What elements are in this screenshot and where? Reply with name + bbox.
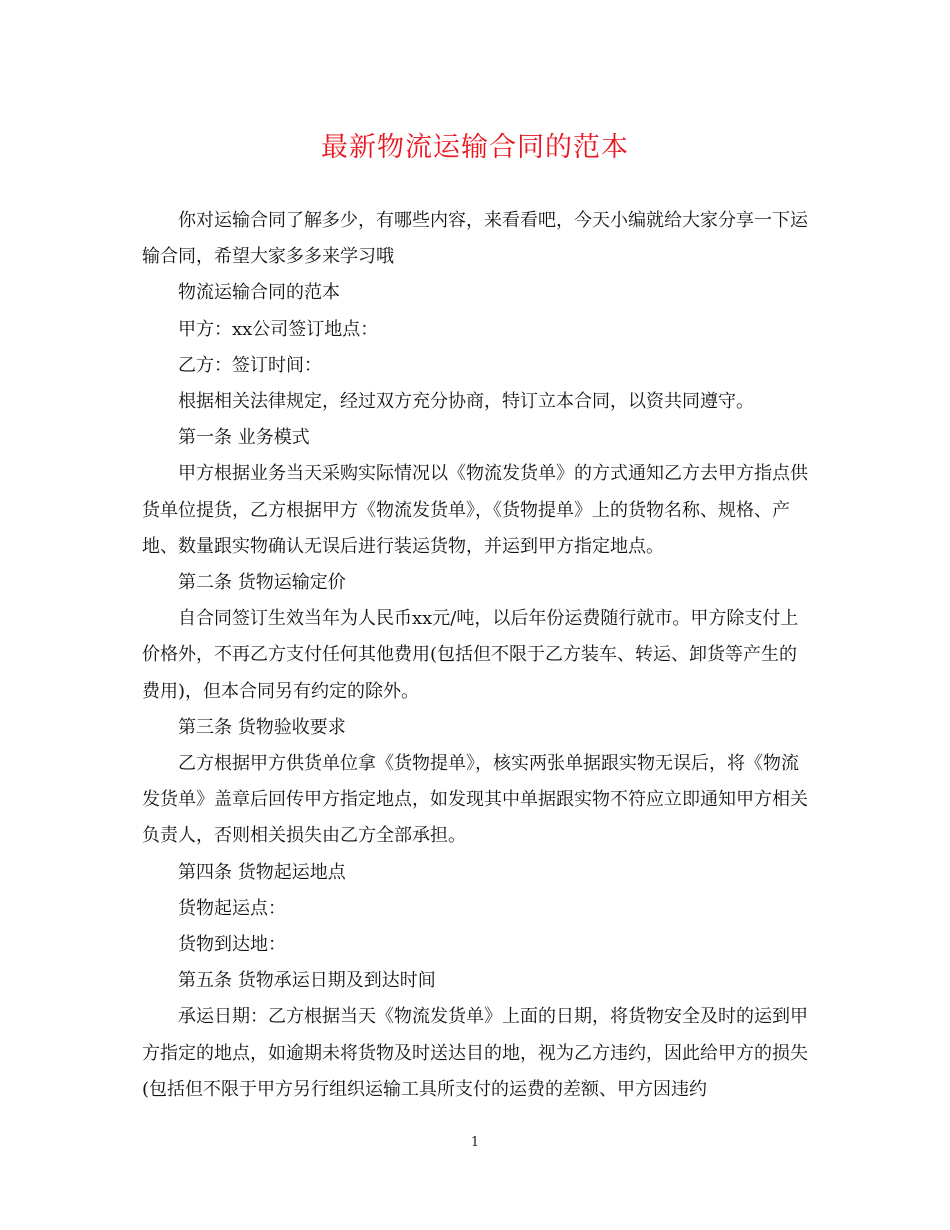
article-4-origin: 货物起运点： [178,897,286,919]
document-body [142,203,814,1108]
paragraph-intro: 你对运输合同了解多少，有哪些内容，来看看吧，今天小编就给大家分享一下运输合同，希望大家多多来学习哦 [142,210,808,268]
paragraph-party-a: 甲方：xx公司签订地点： [178,318,379,340]
page-number: 1 [470,1135,480,1150]
paragraph-preamble: 根据相关法律规定，经过双方充分协商，特订立本合同，以资共同遵守。 [178,391,754,413]
paragraph-party-b: 乙方：签订时间： [178,354,322,376]
article-2-heading: 第二条 货物运输定价 [178,572,346,594]
article-5-body: 承运日期：乙方根据当天《物流发货单》上面的日期，将货物安全及时的运到甲方指定的地点，如逾期未将货物及时送达目的地，视为乙方违约，因此给甲方的损失(包括但不限于甲方另行组织运输工具所支付的运费的差额、甲方因违约 [142,1006,808,1100]
article-5-heading: 第五条 货物承运日期及到达时间 [178,970,436,992]
article-1-heading: 第一条 业务模式 [178,427,310,449]
document-title: 最新物流运输合同的范本 [321,132,629,163]
article-3-body: 乙方根据甲方供货单位拿《货物提单》，核实两张单据跟实物无误后，将《物流发货单》盖章后回传甲方指定地点，如发现其中单据跟实物不符应立即通知甲方相关负责人，否则相关损失由乙方全部承担。 [142,753,808,847]
article-1-body: 甲方根据业务当天采购实际情况以《物流发货单》的方式通知乙方去甲方指点供货单位提货，乙方根据甲方《物流发货单》，《货物提单》上的货物名称、规格、产地、数量跟实物确认无误后进行装运货物，并运到甲方指定地点。 [142,463,808,557]
article-3-heading: 第三条 货物验收要求 [178,716,346,738]
article-4-heading: 第四条 货物起运地点 [178,861,346,883]
article-4-destination: 货物到达地： [178,934,286,956]
paragraph-subtitle: 物流运输合同的范本 [178,282,340,304]
article-2-body: 自合同签订生效当年为人民币xx元/吨，以后年份运费随行就市。甲方除支付上价格外，不再乙方支付任何其他费用(包括但不限于乙方装车、转运、卸货等产生的费用)，但本合同另有约定的除外。 [142,608,799,702]
